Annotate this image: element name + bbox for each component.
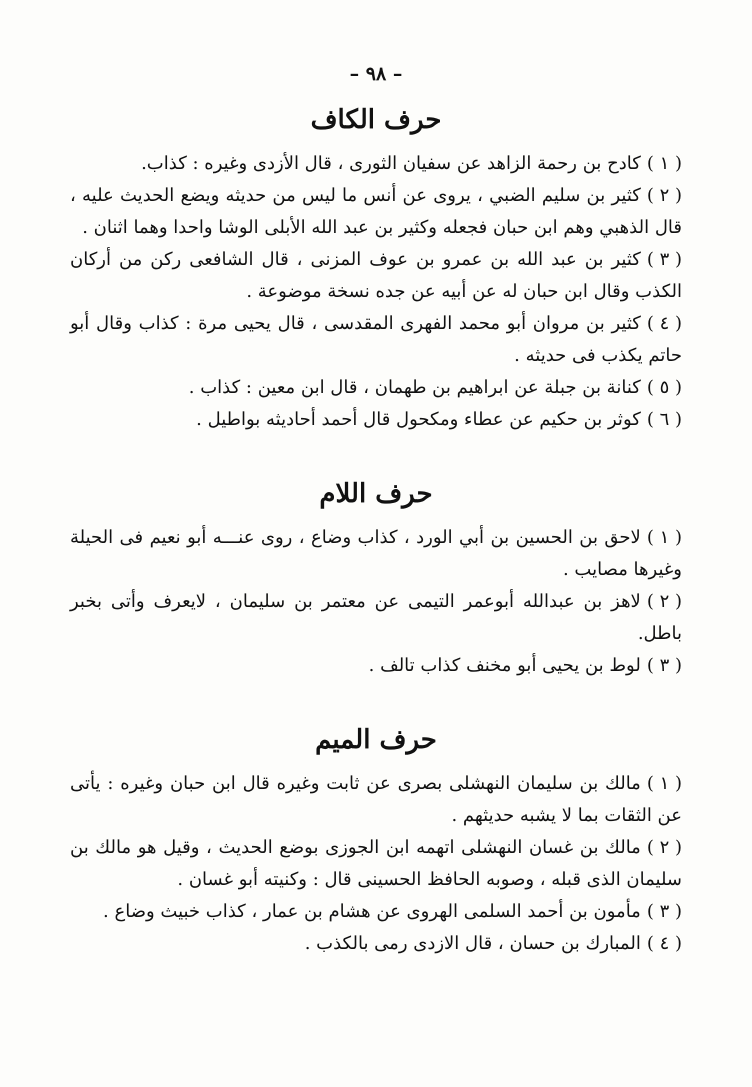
entry [70,586,682,650]
section-meem [70,712,682,960]
entry-number: ( ٣ ) [646,655,682,676]
entry-text: كثير بن مروان أبو محمد الفهرى المقدسى ، قال يحيى مرة : كذاب وقال أبو حاتم يكذب فى حديثه . [70,313,682,366]
entry-text: كوثر بن حكيم عن عطاء ومكحول قال أحمد أحاديثه بواطيل . [196,409,641,430]
entry-text: كنانة بن جبلة عن ابراهيم بن طهمان ، قال ابن معين : كذاب . [188,377,641,398]
entry-text: لاهز بن عبدالله أبوعمر التيمى عن معتمر بن سليمان ، لايعرف وأتى بخبر باطل. [70,591,682,644]
section-title: حرف اللام [319,479,433,509]
entry [70,896,682,928]
entry-number: ( ٦ ) [646,409,682,430]
entry [70,180,682,244]
entry [70,308,682,372]
entry-number: ( ٣ ) [646,249,682,270]
entry [70,928,682,960]
entry-number: ( ٣ ) [646,901,682,922]
entry [70,768,682,832]
entry-text: لاحق بن الحسين بن أبي الورد ، كذاب وضاع ، روى عنـــه أبو نعيم فى الحيلة وغيرها مصايب . [70,527,682,580]
entry [70,650,682,682]
entry [70,404,682,436]
entry-text: كثير بن سليم الضبي ، يروى عن أنس ما ليس من حديثه ويضع الحديث عليه ، قال الذهبي وهم ابن حبان فجعله وكثير بن عبد الله الأبلى الوشا واحدا وهما اثنان . [70,185,682,238]
entry-number: ( ٢ ) [646,591,682,612]
entry-text: كادح بن رحمة الزاهد عن سفيان الثورى ، قال الأزدى وغيره : كذاب. [141,153,641,174]
entry-text: مالك بن سليمان النهشلى بصرى عن ثابت وغيره قال ابن حبان وغيره : يأتى عن الثقات بما لا يشبه حديثهم . [70,773,682,826]
entry-number: ( ٤ ) [646,313,682,334]
section-title: حرف الميم [315,725,437,755]
entry-text: كثير بن عبد الله بن عمرو بن عوف المزنى ، قال الشافعى ركن من أركان الكذب وقال ابن حبان له عن أبيه عن جده نسخة موضوعة . [70,249,682,302]
section-title: حرف الكاف [310,105,442,135]
page-number: – ٩٨ – [349,63,403,85]
entry [70,372,682,404]
entry-text: مأمون بن أحمد السلمى الهروى عن هشام بن عمار ، كذاب خبيث وضاع . [103,901,641,922]
entry-number: ( ٢ ) [646,837,682,858]
entry [70,148,682,180]
entry [70,522,682,586]
entry-number: ( ١ ) [646,153,682,174]
entry [70,832,682,896]
section-lam [70,466,682,682]
entry-text: مالك بن غسان النهشلى اتهمه ابن الجوزى بوضع الحديث ، وقيل هو مالك بن سليمان الذى قبله ، وصوبه الحافظ الحسينى قال : وكنيته أبو غسان . [70,837,682,890]
entry-text: لوط بن يحيى أبو مخنف كذاب تالف . [368,655,641,676]
entry-text: المبارك بن حسان ، قال الازدى رمى بالكذب . [304,933,641,954]
entry-number: ( ٢ ) [646,185,682,206]
entry-number: ( ٤ ) [646,933,682,954]
entry [70,244,682,308]
entry-number: ( ١ ) [646,527,682,548]
entry-number: ( ٥ ) [646,377,682,398]
entry-number: ( ١ ) [646,773,682,794]
section-kaf [70,92,682,436]
